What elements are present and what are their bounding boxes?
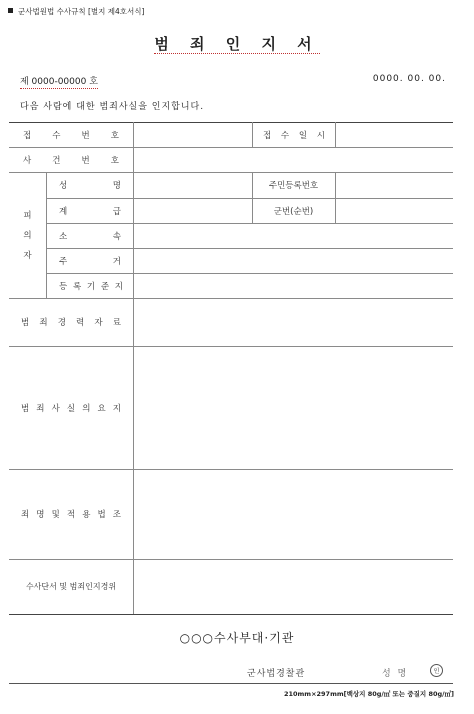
label-char: 죄 — [36, 403, 45, 414]
label-char: 급 — [112, 206, 121, 217]
label-char: 죄 — [21, 510, 30, 520]
form-header — [8, 6, 144, 17]
label-char: 범 — [21, 318, 30, 328]
investigation-label: 수사단서 및 범죄인지경위 — [25, 582, 117, 591]
label-char: 호 — [110, 155, 119, 166]
label-char: 경 — [57, 318, 66, 328]
label-char: 거 — [112, 256, 121, 267]
label-char: 적 — [66, 510, 76, 520]
square-bullet-icon — [8, 8, 13, 13]
unit-label — [59, 223, 121, 248]
label-char: 성 — [59, 181, 68, 191]
label-char: 준 — [100, 281, 110, 292]
label-char: 번 — [81, 155, 90, 166]
intro-sentence: 다음 사람에 대한 범죄사실을 인지합니다. — [20, 102, 205, 112]
column-divider — [46, 172, 47, 298]
label-char: 기 — [86, 281, 96, 292]
label-char: 록 — [72, 281, 82, 292]
label-char: 명 — [112, 181, 121, 191]
label-char: 일 — [298, 130, 308, 141]
title-text: 범 죄 인 지 서 — [154, 35, 320, 53]
label-char: 료 — [112, 318, 121, 328]
label-char: 지 — [114, 281, 123, 292]
receipt-number-label — [23, 122, 119, 147]
suspect-label — [9, 172, 46, 298]
form-reference: 군사법원법 수사규칙 [별지 제4호서식] — [18, 7, 145, 16]
label-char: 력 — [76, 318, 85, 328]
label-char: 건 — [52, 155, 61, 166]
label-char: 호 — [110, 130, 119, 141]
label-char: 수 — [52, 130, 61, 141]
label-char: 번 — [81, 130, 90, 141]
label-char: 죄 — [39, 318, 48, 328]
case-number-label — [23, 147, 119, 172]
label-char: 소 — [59, 231, 68, 242]
label-char: 의 — [82, 403, 91, 414]
service-number-label: 군번(순번) — [273, 206, 314, 217]
label-char: 속 — [112, 231, 121, 242]
label-char: 사 — [51, 403, 60, 414]
paper-spec: 210mm×297mm[백상지 80g/㎡ 또는 중질지 80g/㎡] — [283, 690, 454, 698]
form-bottom-border — [9, 614, 453, 615]
bottom-rule — [9, 683, 453, 684]
label-char: 의 — [23, 231, 32, 241]
signature-name-label: 성 명 — [382, 669, 409, 679]
label-char: 요 — [97, 403, 106, 414]
column-divider — [133, 122, 134, 614]
label-char: 범 — [21, 403, 30, 414]
registered-domicile-label — [59, 273, 123, 298]
label-char: 피 — [23, 211, 32, 221]
crime-recognition-form — [9, 122, 453, 615]
label-char: 실 — [66, 403, 76, 414]
label-char: 접 — [263, 130, 272, 141]
receipt-date-label — [263, 122, 325, 147]
label-char: 자 — [94, 318, 103, 328]
rank-label — [59, 198, 121, 223]
label-char: 계 — [59, 206, 68, 217]
label-char: 접 — [23, 130, 32, 141]
document-date: 0000. 00. 00. — [372, 74, 446, 84]
seal-icon: 인 — [430, 664, 443, 677]
label-char: 사 — [23, 155, 32, 166]
label-char: 시 — [316, 130, 325, 141]
label-char: 및 — [51, 510, 60, 520]
label-char: 지 — [112, 403, 121, 414]
crime-summary-label — [21, 346, 121, 469]
label-char: 명 — [36, 510, 45, 520]
column-divider — [252, 122, 253, 147]
address-label — [59, 248, 121, 273]
rrn-label: 주민등록번호 — [268, 181, 319, 191]
document-number — [20, 74, 98, 87]
label-char: 조 — [112, 510, 121, 520]
label-char: 법 — [97, 510, 106, 520]
column-divider — [335, 122, 336, 147]
label-char: 수 — [280, 130, 290, 141]
document-title — [0, 33, 474, 54]
column-divider — [335, 172, 336, 223]
label-char: 자 — [23, 251, 32, 261]
label-char: 주 — [59, 256, 68, 267]
charges-label — [21, 469, 121, 559]
label-char: 용 — [82, 510, 91, 520]
document-number-text: 제 0000-00000 호 — [20, 77, 98, 87]
signer-title: 군사법경찰관 — [247, 669, 306, 679]
name-label — [59, 172, 121, 198]
criminal-record-label — [21, 298, 121, 346]
label-char: 등 — [59, 281, 68, 292]
issuing-organization: ○○○수사부대·기관 — [179, 631, 295, 645]
